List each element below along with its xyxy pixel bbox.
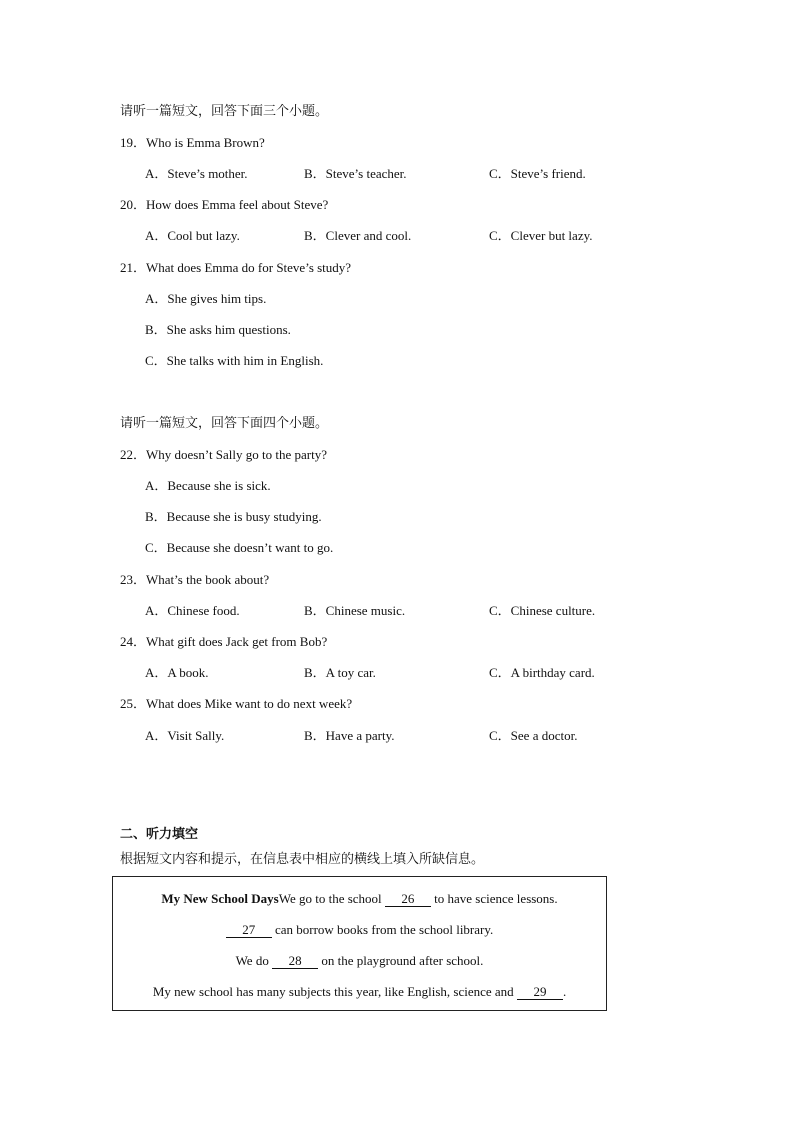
question-23-stem: 23．What’s the book about?: [120, 572, 270, 587]
question-25-option-c: C．See a doctor.: [489, 728, 578, 743]
question-20-option-a: A．Cool but lazy.: [145, 228, 240, 243]
question-21-option-a: A．She gives him tips.: [145, 291, 267, 306]
question-25-stem: 25．What does Mike want to do next week?: [120, 696, 353, 711]
question-22-option-a: A．Because she is sick.: [145, 478, 271, 493]
section-instruction-three: 请听一篇短文，回答下面三个小题。: [120, 104, 329, 119]
info-line-1: [113, 891, 606, 907]
info-line-3-after: on the playground after school.: [318, 953, 484, 968]
question-23-option-b: B．Chinese music.: [304, 603, 406, 618]
info-table: [112, 876, 607, 1011]
part-two-title: 二、听力填空: [120, 827, 199, 842]
question-24-stem: 24．What gift does Jack get from Bob?: [120, 634, 328, 649]
info-line-4-after: .: [562, 984, 567, 999]
blank-26[interactable]: 26: [385, 892, 431, 907]
question-25-option-b: B．Have a party.: [304, 728, 395, 743]
question-21-option-c: C．She talks with him in English.: [145, 353, 324, 368]
question-20-option-b: B．Clever and cool.: [304, 228, 412, 243]
info-line-4: [113, 984, 606, 1000]
question-23-option-c: C．Chinese culture.: [489, 603, 596, 618]
info-line-2-after: can borrow books from the school library.: [271, 922, 494, 937]
info-line-2: [113, 922, 606, 938]
question-22-option-c: C．Because she doesn’t want to go.: [145, 540, 334, 555]
question-23-option-a: A．Chinese food.: [145, 603, 240, 618]
question-21-option-b: B．She asks him questions.: [145, 322, 291, 337]
info-line-3-before: We do: [235, 953, 273, 968]
blank-28[interactable]: 28: [272, 954, 318, 969]
question-24-option-c: C．A birthday card.: [489, 665, 595, 680]
question-21-stem: 21．What does Emma do for Steve’s study?: [120, 260, 352, 275]
question-19-stem: 19．Who is Emma Brown?: [120, 135, 265, 150]
question-19-option-b: B．Steve’s teacher.: [304, 166, 407, 181]
blank-27[interactable]: 27: [226, 923, 272, 938]
question-22-option-b: B．Because she is busy studying.: [145, 509, 322, 524]
question-19-option-c: C．Steve’s friend.: [489, 166, 586, 181]
question-25-option-a: A．Visit Sally.: [145, 728, 225, 743]
section-instruction-four: 请听一篇短文，回答下面四个小题。: [120, 416, 329, 431]
question-24-option-b: B．A toy car.: [304, 665, 376, 680]
question-20-stem: 20．How does Emma feel about Steve?: [120, 197, 329, 212]
question-19-option-a: A．Steve’s mother.: [145, 166, 248, 181]
info-title: My New School Days: [161, 891, 279, 906]
info-line-4-before: My new school has many subjects this year, like English, science and: [152, 984, 517, 999]
question-24-option-a: A．A book.: [145, 665, 209, 680]
part-two-instruction: 根据短文内容和提示，在信息表中相应的横线上填入所缺信息。: [120, 852, 485, 867]
info-line-1-after: to have science lessons.: [430, 891, 558, 906]
info-line-1-before: We go to the school: [278, 891, 385, 906]
question-20-option-c: C．Clever but lazy.: [489, 228, 593, 243]
question-22-stem: 22．Why doesn’t Sally go to the party?: [120, 447, 328, 462]
info-line-3: [113, 953, 606, 969]
blank-29[interactable]: 29: [517, 985, 563, 1000]
